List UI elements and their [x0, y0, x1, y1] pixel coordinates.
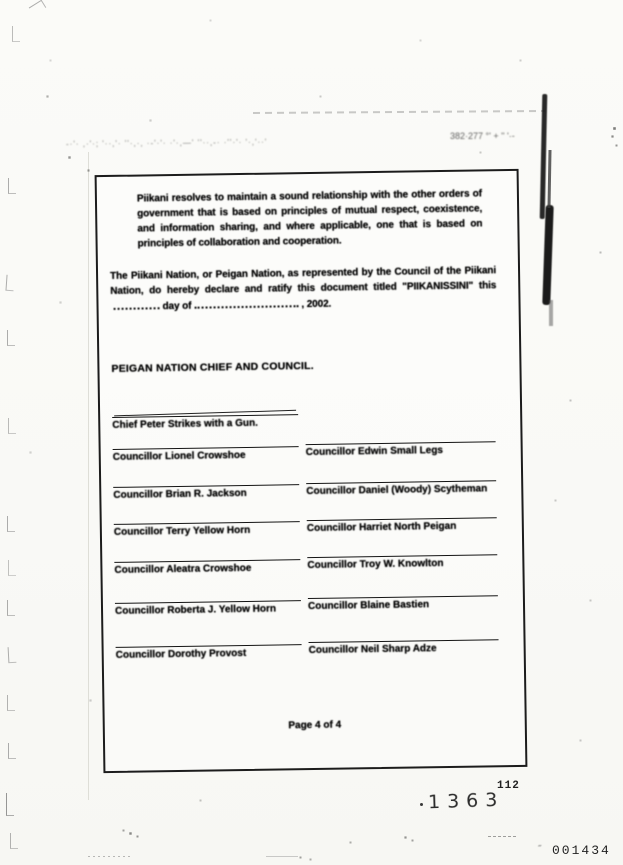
fax-header-smudge-right: 382·277 °' + '' '·- — [450, 131, 515, 141]
signature-block — [113, 484, 299, 501]
councillor-label: Councillor Aleatra Crowshoe — [114, 562, 252, 576]
councillor-label: Councillor Edwin Small Legs — [305, 445, 444, 459]
scan-corner-mark — [29, 0, 46, 15]
edge-mark — [10, 833, 18, 849]
edge-mark — [8, 560, 16, 576]
scan-streak-artifact — [547, 150, 551, 208]
ratification-text-part1: The Piikani Nation, or Peigan Nation, as represented by the Council of the Piikani Nation, do hereby declare and ratify this document titled "PIIKANISSINI" this — [110, 265, 497, 297]
councillor-label: Councillor Terry Yellow Horn — [113, 524, 251, 538]
edge-mark — [7, 695, 15, 711]
page-number-footer: Page 4 of 4 — [288, 719, 342, 732]
councillor-label: Councillor Neil Sharp Adze — [308, 643, 437, 657]
signature-block — [115, 600, 301, 617]
fax-header-smudge-left: -·'· ,·'·; '··,'· ''·,·, ·-'·'· ·'·,—' ''··,-· ·''·'· '·,'··' — [65, 137, 268, 149]
declaration-paragraph: Piikani resolves to maintain a sound relationship with the other orders of government that is based on principles of mutual respect, coexistence, and information sharing, and where applicable, one that is based on principles of collaboration and cooperation. — [136, 188, 483, 250]
signature-block — [113, 446, 299, 463]
edge-mark — [8, 418, 16, 434]
ratification-paragraph — [110, 263, 497, 315]
chief-signature-label: Chief Peter Strikes with a Gun. — [112, 417, 258, 431]
scan-dash-artifact — [266, 856, 298, 857]
edge-mark — [7, 600, 15, 616]
document-frame — [95, 169, 528, 773]
signature-block — [308, 595, 498, 612]
scan-streak-artifact — [540, 94, 548, 219]
edge-mark — [8, 647, 17, 663]
handwritten-number-stamp: 1363 — [427, 788, 505, 814]
councillor-label: Councillor Harriet North Peigan — [306, 520, 457, 535]
chief-and-council-heading: PEIGAN NATION CHIEF AND COUNCIL. — [111, 359, 314, 375]
edge-mark — [5, 275, 14, 292]
page-number-stamp: 112 — [497, 780, 520, 792]
scan-dash-artifact — [488, 836, 518, 837]
councillor-label: Councillor Roberta J. Yellow Horn — [114, 603, 277, 617]
councillor-label: Councillor Blaine Bastien — [307, 599, 430, 613]
photocopy-noise — [0, 0, 1, 1]
document-control-number: 001434 — [552, 843, 611, 858]
ratification-text-part2: day of — [162, 300, 192, 313]
signature-block — [309, 639, 499, 656]
edge-mark — [7, 330, 15, 346]
scan-streak-artifact — [549, 300, 553, 326]
scan-top-dashed-artifact — [253, 110, 545, 114]
month-blank-line — [194, 296, 298, 309]
day-blank-line — [113, 298, 159, 310]
councillor-label: Councillor Dorothy Provost — [115, 647, 247, 661]
councillor-label: Councillor Troy W. Knowlton — [307, 558, 444, 572]
councillor-label: Councillor Daniel (Woody) Scytheman — [306, 483, 488, 498]
signature-block — [306, 480, 496, 497]
edge-mark — [6, 793, 14, 816]
edge-mark — [12, 26, 20, 42]
signature-block — [114, 559, 300, 576]
ratification-text-part3: , 2002. — [301, 298, 332, 311]
signature-block — [116, 644, 302, 661]
edge-mark — [8, 743, 16, 759]
signature-block — [114, 521, 300, 538]
edge-mark — [8, 178, 16, 194]
tick-mark: ˝ — [538, 844, 541, 854]
stamp-dot — [420, 803, 423, 806]
scan-dash-artifact — [88, 856, 130, 857]
signature-block — [306, 441, 496, 458]
chief-signature-block — [112, 414, 298, 431]
councillor-label: Councillor Lionel Crowshoe — [112, 449, 246, 463]
paper-edge-line — [88, 152, 89, 800]
signature-block — [307, 554, 497, 571]
scan-streak-artifact — [542, 205, 553, 305]
edge-mark — [7, 516, 15, 532]
councillor-label: Councillor Brian R. Jackson — [113, 487, 247, 501]
signature-block — [307, 517, 497, 534]
